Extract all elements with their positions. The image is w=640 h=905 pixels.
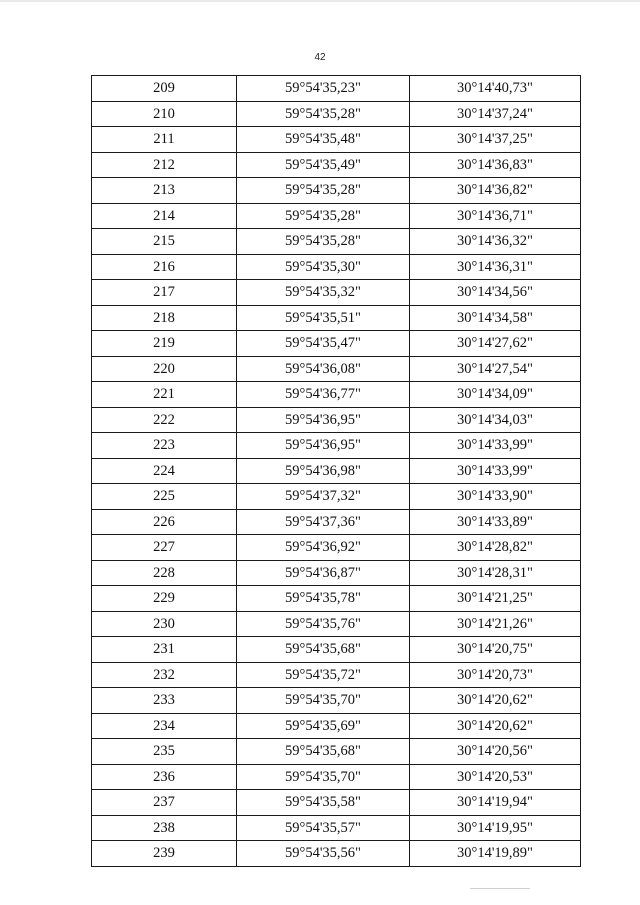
longitude-cell: 30°14'36,82" xyxy=(410,178,581,204)
point-number-cell: 223 xyxy=(92,433,237,459)
table-row xyxy=(92,76,581,102)
point-number-cell: 232 xyxy=(92,662,237,688)
latitude-cell: 59°54'35,28" xyxy=(237,203,410,229)
point-number-cell: 219 xyxy=(92,331,237,357)
latitude-cell: 59°54'35,57" xyxy=(237,815,410,841)
point-number-cell: 213 xyxy=(92,178,237,204)
table-row xyxy=(92,484,581,510)
table-row xyxy=(92,688,581,714)
table-row xyxy=(92,509,581,535)
point-number-cell: 235 xyxy=(92,739,237,765)
point-number-cell: 231 xyxy=(92,637,237,663)
table-row xyxy=(92,331,581,357)
latitude-cell: 59°54'37,36" xyxy=(237,509,410,535)
table-row xyxy=(92,611,581,637)
point-number-cell: 237 xyxy=(92,790,237,816)
scan-top-edge xyxy=(0,0,640,2)
longitude-cell: 30°14'20,53" xyxy=(410,764,581,790)
latitude-cell: 59°54'35,32" xyxy=(237,280,410,306)
latitude-cell: 59°54'35,72" xyxy=(237,662,410,688)
table-row xyxy=(92,764,581,790)
table-row xyxy=(92,458,581,484)
table-row xyxy=(92,356,581,382)
point-number-cell: 239 xyxy=(92,841,237,867)
point-number-cell: 209 xyxy=(92,76,237,102)
table-row xyxy=(92,280,581,306)
point-number-cell: 214 xyxy=(92,203,237,229)
longitude-cell: 30°14'21,25" xyxy=(410,586,581,612)
point-number-cell: 227 xyxy=(92,535,237,561)
scan-bottom-mark xyxy=(470,888,530,889)
point-number-cell: 220 xyxy=(92,356,237,382)
longitude-cell: 30°14'20,62" xyxy=(410,688,581,714)
table-row xyxy=(92,535,581,561)
latitude-cell: 59°54'35,49" xyxy=(237,152,410,178)
point-number-cell: 229 xyxy=(92,586,237,612)
longitude-cell: 30°14'27,62" xyxy=(410,331,581,357)
latitude-cell: 59°54'37,32" xyxy=(237,484,410,510)
latitude-cell: 59°54'36,08" xyxy=(237,356,410,382)
latitude-cell: 59°54'35,51" xyxy=(237,305,410,331)
point-number-cell: 222 xyxy=(92,407,237,433)
table-row xyxy=(92,101,581,127)
table-row xyxy=(92,662,581,688)
latitude-cell: 59°54'35,23" xyxy=(237,76,410,102)
point-number-cell: 228 xyxy=(92,560,237,586)
table-row xyxy=(92,739,581,765)
longitude-cell: 30°14'36,83" xyxy=(410,152,581,178)
longitude-cell: 30°14'27,54" xyxy=(410,356,581,382)
longitude-cell: 30°14'33,90" xyxy=(410,484,581,510)
table-row xyxy=(92,560,581,586)
point-number-cell: 215 xyxy=(92,229,237,255)
latitude-cell: 59°54'35,28" xyxy=(237,101,410,127)
latitude-cell: 59°54'36,95" xyxy=(237,407,410,433)
table-row xyxy=(92,229,581,255)
longitude-cell: 30°14'28,82" xyxy=(410,535,581,561)
latitude-cell: 59°54'35,28" xyxy=(237,229,410,255)
point-number-cell: 233 xyxy=(92,688,237,714)
latitude-cell: 59°54'36,92" xyxy=(237,535,410,561)
latitude-cell: 59°54'35,68" xyxy=(237,739,410,765)
longitude-cell: 30°14'19,89" xyxy=(410,841,581,867)
page-number: 42 xyxy=(314,52,326,63)
latitude-cell: 59°54'35,56" xyxy=(237,841,410,867)
latitude-cell: 59°54'35,76" xyxy=(237,611,410,637)
longitude-cell: 30°14'33,89" xyxy=(410,509,581,535)
latitude-cell: 59°54'35,47" xyxy=(237,331,410,357)
table-row xyxy=(92,841,581,867)
longitude-cell: 30°14'36,31" xyxy=(410,254,581,280)
latitude-cell: 59°54'35,69" xyxy=(237,713,410,739)
latitude-cell: 59°54'35,70" xyxy=(237,764,410,790)
longitude-cell: 30°14'40,73" xyxy=(410,76,581,102)
longitude-cell: 30°14'37,25" xyxy=(410,127,581,153)
longitude-cell: 30°14'20,62" xyxy=(410,713,581,739)
longitude-cell: 30°14'28,31" xyxy=(410,560,581,586)
point-number-cell: 236 xyxy=(92,764,237,790)
table-row xyxy=(92,203,581,229)
latitude-cell: 59°54'36,98" xyxy=(237,458,410,484)
table-row xyxy=(92,152,581,178)
longitude-cell: 30°14'19,95" xyxy=(410,815,581,841)
longitude-cell: 30°14'34,56" xyxy=(410,280,581,306)
table-row xyxy=(92,254,581,280)
point-number-cell: 218 xyxy=(92,305,237,331)
point-number-cell: 226 xyxy=(92,509,237,535)
latitude-cell: 59°54'36,77" xyxy=(237,382,410,408)
longitude-cell: 30°14'33,99" xyxy=(410,458,581,484)
table-row xyxy=(92,305,581,331)
latitude-cell: 59°54'35,78" xyxy=(237,586,410,612)
latitude-cell: 59°54'35,68" xyxy=(237,637,410,663)
latitude-cell: 59°54'36,95" xyxy=(237,433,410,459)
point-number-cell: 221 xyxy=(92,382,237,408)
table-row xyxy=(92,815,581,841)
longitude-cell: 30°14'34,58" xyxy=(410,305,581,331)
table-row xyxy=(92,178,581,204)
longitude-cell: 30°14'34,09" xyxy=(410,382,581,408)
longitude-cell: 30°14'19,94" xyxy=(410,790,581,816)
table-row xyxy=(92,407,581,433)
latitude-cell: 59°54'35,70" xyxy=(237,688,410,714)
point-number-cell: 225 xyxy=(92,484,237,510)
table-row xyxy=(92,790,581,816)
longitude-cell: 30°14'33,99" xyxy=(410,433,581,459)
point-number-cell: 230 xyxy=(92,611,237,637)
longitude-cell: 30°14'34,03" xyxy=(410,407,581,433)
latitude-cell: 59°54'35,48" xyxy=(237,127,410,153)
point-number-cell: 224 xyxy=(92,458,237,484)
point-number-cell: 217 xyxy=(92,280,237,306)
latitude-cell: 59°54'36,87" xyxy=(237,560,410,586)
table-row xyxy=(92,382,581,408)
point-number-cell: 234 xyxy=(92,713,237,739)
longitude-cell: 30°14'20,75" xyxy=(410,637,581,663)
longitude-cell: 30°14'21,26" xyxy=(410,611,581,637)
latitude-cell: 59°54'35,58" xyxy=(237,790,410,816)
table-row xyxy=(92,713,581,739)
point-number-cell: 216 xyxy=(92,254,237,280)
coordinates-table-body xyxy=(92,76,581,867)
latitude-cell: 59°54'35,28" xyxy=(237,178,410,204)
table-row xyxy=(92,127,581,153)
table-row xyxy=(92,433,581,459)
coordinates-table xyxy=(91,75,581,867)
point-number-cell: 212 xyxy=(92,152,237,178)
point-number-cell: 211 xyxy=(92,127,237,153)
longitude-cell: 30°14'20,56" xyxy=(410,739,581,765)
longitude-cell: 30°14'36,71" xyxy=(410,203,581,229)
longitude-cell: 30°14'20,73" xyxy=(410,662,581,688)
point-number-cell: 238 xyxy=(92,815,237,841)
latitude-cell: 59°54'35,30" xyxy=(237,254,410,280)
longitude-cell: 30°14'37,24" xyxy=(410,101,581,127)
table-row xyxy=(92,637,581,663)
longitude-cell: 30°14'36,32" xyxy=(410,229,581,255)
point-number-cell: 210 xyxy=(92,101,237,127)
table-row xyxy=(92,586,581,612)
